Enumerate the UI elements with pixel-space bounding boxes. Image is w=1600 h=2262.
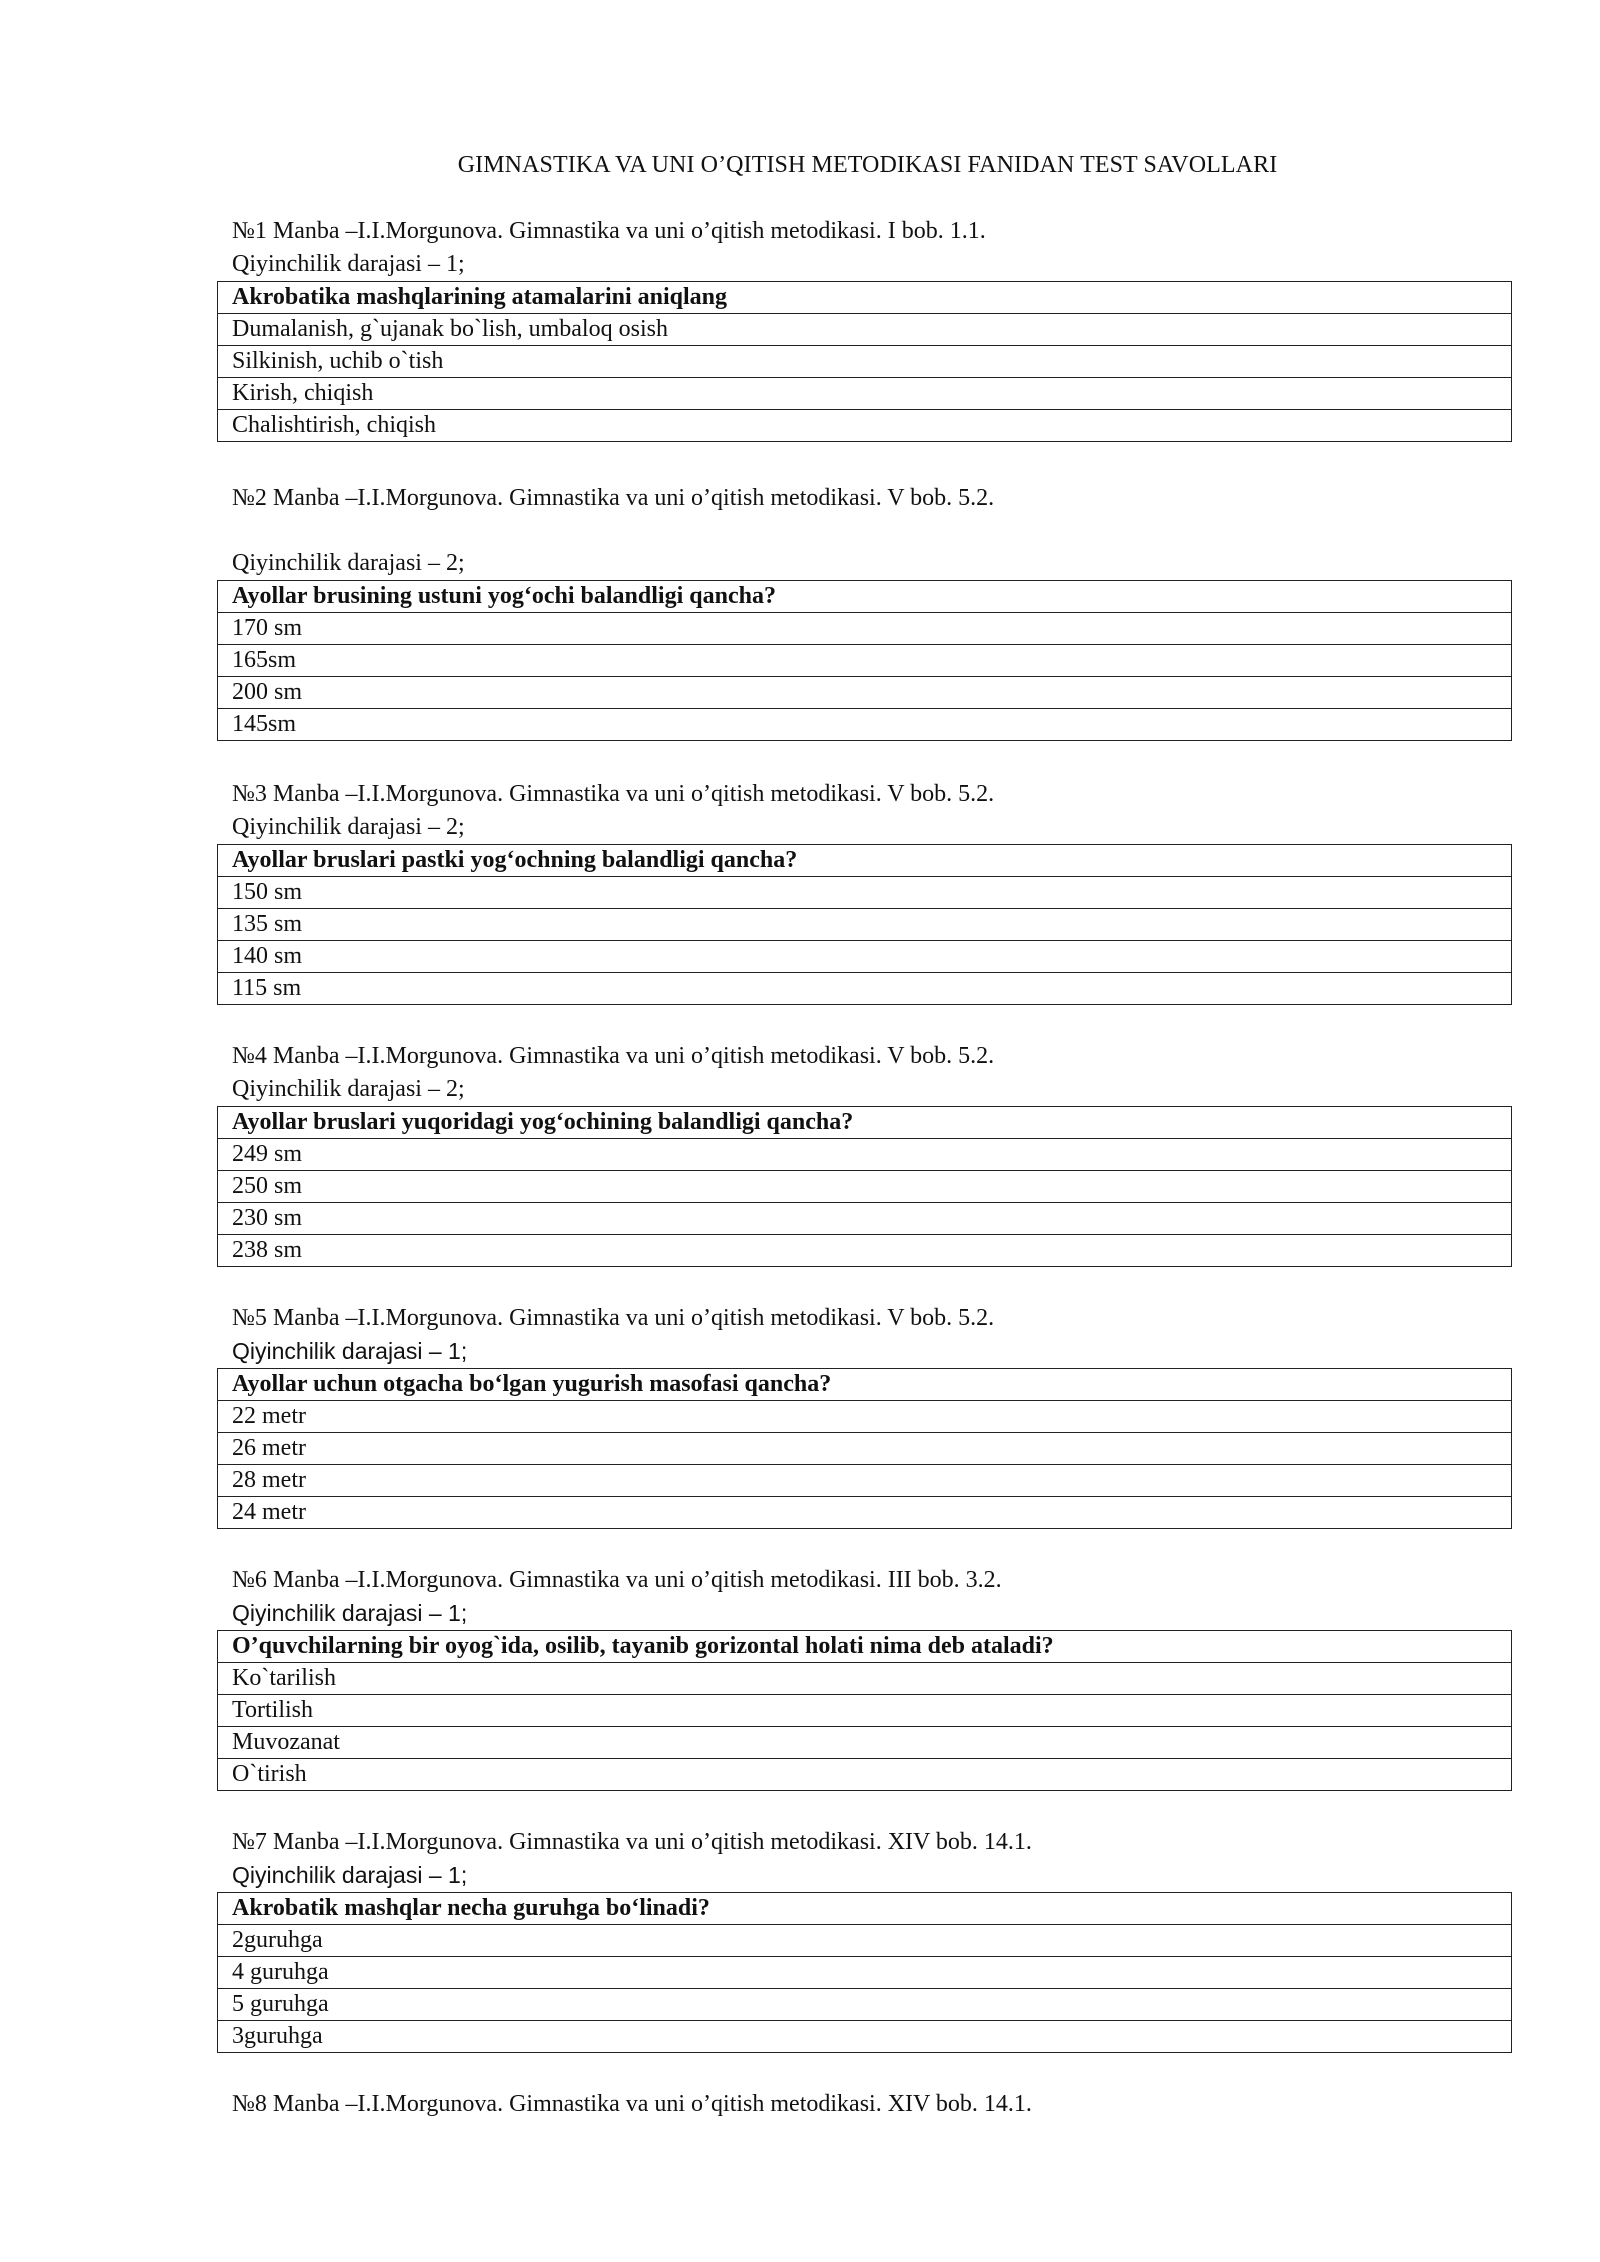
answer-option: 170 sm [218, 613, 1512, 645]
question-block-5 [230, 1302, 1520, 1529]
question-block-3 [230, 778, 1520, 1005]
answer-option: 2guruhga [218, 1925, 1512, 1957]
question-text: Ayollar bruslari pastki yog‘ochning balandligi qancha? [218, 845, 1512, 877]
difficulty-level: Qiyinchilik darajasi – 1; [232, 1862, 468, 1888]
question-table [217, 1892, 1512, 2053]
answer-option: 249 sm [218, 1139, 1512, 1171]
question-text: Akrobatika mashqlarining atamalarini aniqlang [218, 282, 1512, 314]
answer-option: 140 sm [218, 941, 1512, 973]
question-source: №1 Manba –I.I.Morgunova. Gimnastika va uni o’qitish metodikasi. I bob. 1.1. [232, 218, 986, 244]
difficulty-level: Qiyinchilik darajasi – 2; [232, 1076, 465, 1102]
question-block-6 [230, 1564, 1520, 1791]
question-block-1 [230, 215, 1520, 442]
answer-option: Ko`tarilish [218, 1663, 1512, 1695]
answer-option: 150 sm [218, 877, 1512, 909]
question-source: №3 Manba –I.I.Morgunova. Gimnastika va uni o’qitish metodikasi. V bob. 5.2. [232, 781, 995, 807]
answer-option: 135 sm [218, 909, 1512, 941]
answer-option: 230 sm [218, 1203, 1512, 1235]
difficulty-level: Qiyinchilik darajasi – 1; [232, 1338, 468, 1364]
answer-option: 3guruhga [218, 2021, 1512, 2053]
difficulty-level: Qiyinchilik darajasi – 1; [232, 1600, 468, 1626]
answer-option: O`tirish [218, 1759, 1512, 1791]
answer-option: 22 metr [218, 1401, 1512, 1433]
question-source: №4 Manba –I.I.Morgunova. Gimnastika va uni o’qitish metodikasi. V bob. 5.2. [232, 1043, 995, 1069]
answer-option: Tortilish [218, 1695, 1512, 1727]
answer-option: Dumalanish, g`ujanak bo`lish, umbaloq osish [218, 314, 1512, 346]
question-table [217, 1630, 1512, 1791]
question-table [217, 844, 1512, 1005]
answer-option: 26 metr [218, 1433, 1512, 1465]
answer-option: 145sm [218, 709, 1512, 741]
difficulty-level: Qiyinchilik darajasi – 1; [232, 251, 465, 277]
answer-option: 165sm [218, 645, 1512, 677]
question-table [217, 1106, 1512, 1267]
difficulty-level: Qiyinchilik darajasi – 2; [232, 814, 465, 840]
question-table [217, 281, 1512, 442]
answer-option: 28 metr [218, 1465, 1512, 1497]
question-table [217, 1368, 1512, 1529]
answer-option: 238 sm [218, 1235, 1512, 1267]
document-title: GIMNASTIKA VA UNI O’QITISH METODIKASI FANIDAN TEST SAVOLLARI [457, 152, 1278, 178]
answer-option: Chalishtirish, chiqish [218, 410, 1512, 442]
question-text: Ayollar bruslari yuqoridagi yog‘ochining balandligi qancha? [218, 1107, 1512, 1139]
question-source: №7 Manba –I.I.Morgunova. Gimnastika va uni o’qitish metodikasi. XIV bob. 14.1. [232, 1829, 1032, 1855]
answer-option: Kirish, chiqish [218, 378, 1512, 410]
answer-option: Muvozanat [218, 1727, 1512, 1759]
question-text: O’quvchilarning bir oyog`ida, osilib, tayanib gorizontal holati nima deb ataladi? [218, 1631, 1512, 1663]
question-source: №8 Manba –I.I.Morgunova. Gimnastika va uni o’qitish metodikasi. XIV bob. 14.1. [232, 2091, 1032, 2117]
question-block-8 [230, 2088, 1520, 2121]
answer-option: 4 guruhga [218, 1957, 1512, 1989]
answer-option: 24 metr [218, 1497, 1512, 1529]
question-block-7 [230, 1826, 1520, 2053]
question-source: №5 Manba –I.I.Morgunova. Gimnastika va uni o’qitish metodikasi. V bob. 5.2. [232, 1305, 995, 1331]
question-text: Ayollar uchun otgacha bo‘lgan yugurish masofasi qancha? [218, 1369, 1512, 1401]
question-block-4 [230, 1040, 1520, 1267]
question-source: №6 Manba –I.I.Morgunova. Gimnastika va uni o’qitish metodikasi. III bob. 3.2. [232, 1567, 1002, 1593]
difficulty-level: Qiyinchilik darajasi – 2; [232, 550, 465, 576]
answer-option: 5 guruhga [218, 1989, 1512, 2021]
answer-option: 250 sm [218, 1171, 1512, 1203]
answer-option: Silkinish, uchib o`tish [218, 346, 1512, 378]
question-text: Ayollar brusining ustuni yog‘ochi balandligi qancha? [218, 581, 1512, 613]
answer-option: 115 sm [218, 973, 1512, 1005]
question-source: №2 Manba –I.I.Morgunova. Gimnastika va uni o’qitish metodikasi. V bob. 5.2. [232, 485, 995, 511]
question-table [217, 580, 1512, 741]
question-text: Akrobatik mashqlar necha guruhga bo‘linadi? [218, 1893, 1512, 1925]
answer-option: 200 sm [218, 677, 1512, 709]
question-block-2 [230, 482, 1520, 741]
